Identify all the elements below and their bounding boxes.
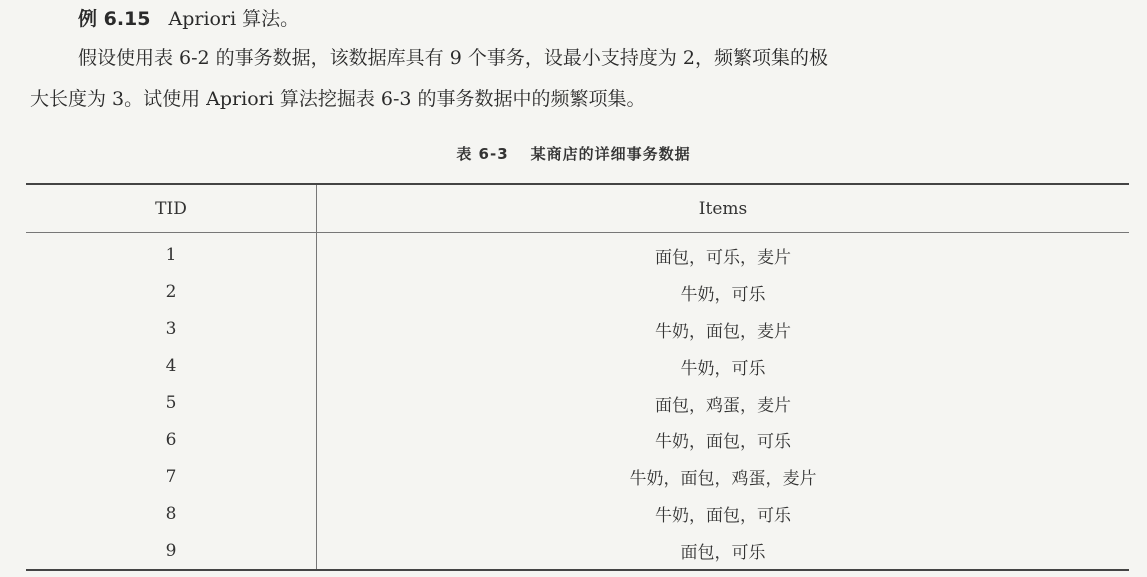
cell-tid: 3 bbox=[26, 311, 317, 348]
cell-items: 面包，可乐，麦片 bbox=[655, 247, 791, 268]
example-heading bbox=[78, 4, 299, 34]
cell-tid: 4 bbox=[26, 348, 317, 385]
cell-tid: 5 bbox=[26, 385, 317, 422]
transaction-table bbox=[26, 183, 1129, 571]
cell-tid: 1 bbox=[26, 233, 317, 274]
table-row bbox=[26, 274, 1129, 311]
cell-items: 面包，可乐 bbox=[680, 543, 766, 564]
table-caption-number: 表 6-3 bbox=[456, 145, 509, 163]
paragraph-line-2: 大长度为 3。试使用 Apriori 算法挖掘表 6-3 的事务数据中的频繁项集。 bbox=[30, 88, 646, 110]
example-label: 例 6.15 bbox=[78, 8, 151, 30]
cell-items: 牛奶，可乐 bbox=[680, 358, 766, 379]
table-row bbox=[26, 458, 1129, 495]
cell-tid: 6 bbox=[26, 421, 317, 458]
table-row bbox=[26, 385, 1129, 422]
cell-tid: 8 bbox=[26, 495, 317, 532]
paragraph-line-1: 假设使用表 6-2 的事务数据，该数据库具有 9 个事务，设最小支持度为 2，频繁项集的极 bbox=[78, 47, 828, 69]
table-header-row bbox=[26, 184, 1129, 233]
table-row bbox=[26, 532, 1129, 570]
cell-items: 牛奶，可乐 bbox=[680, 284, 766, 305]
cell-tid: 2 bbox=[26, 274, 317, 311]
table-row bbox=[26, 348, 1129, 385]
example-title: Apriori 算法。 bbox=[168, 8, 300, 30]
cell-tid: 7 bbox=[26, 458, 317, 495]
cell-tid: 9 bbox=[26, 532, 317, 570]
table-caption-title: 某商店的详细事务数据 bbox=[530, 145, 691, 163]
table-row bbox=[26, 311, 1129, 348]
cell-items: 牛奶，面包，可乐 bbox=[655, 506, 791, 527]
table-row bbox=[26, 495, 1129, 532]
table-caption bbox=[0, 143, 1147, 164]
cell-items: 面包，鸡蛋，麦片 bbox=[655, 395, 791, 416]
table-row bbox=[26, 421, 1129, 458]
cell-items: 牛奶，面包，麦片 bbox=[655, 321, 791, 342]
table-row bbox=[26, 233, 1129, 274]
column-header-tid: TID bbox=[26, 184, 317, 233]
cell-items: 牛奶，面包，鸡蛋，麦片 bbox=[629, 469, 817, 490]
cell-items: 牛奶，面包，可乐 bbox=[655, 432, 791, 453]
column-header-items: Items bbox=[698, 198, 748, 219]
